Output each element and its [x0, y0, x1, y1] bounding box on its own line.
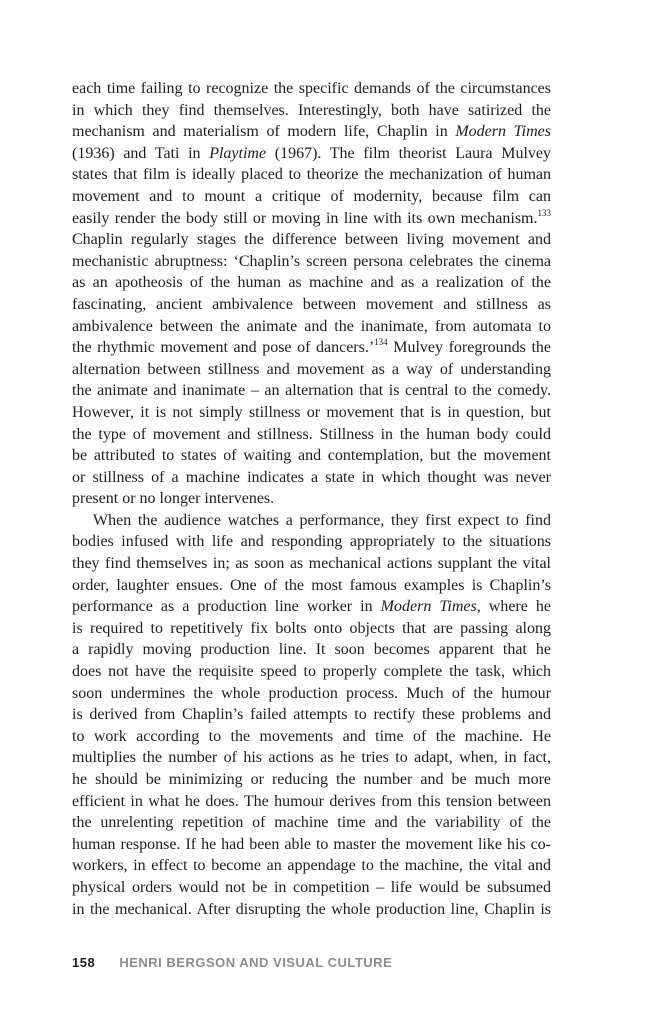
text-segment: Chaplin regularly stages the difference between living movement and [72, 231, 551, 249]
text-line [72, 380, 551, 402]
text-segment: present or no longer intervenes. [72, 490, 275, 508]
text-line [72, 294, 551, 316]
text-segment: states that film is ideally placed to theorize the mechanization of human [72, 166, 551, 184]
text-line [72, 704, 551, 726]
text-line [72, 726, 551, 748]
text-segment: or stillness of a machine indicates a state in which thought was never [72, 468, 551, 486]
text-line [72, 769, 551, 791]
italic-text: Playtime [209, 144, 267, 162]
text-line [72, 208, 551, 230]
text-segment: to work according to the movements and time of the machine. He [72, 727, 551, 745]
text-line [72, 316, 551, 338]
text-line [72, 229, 551, 251]
text-line [72, 834, 551, 856]
text-line [72, 186, 551, 208]
text-segment: be attributed to states of waiting and contemplation, but the movement [72, 447, 551, 465]
text-line [72, 855, 551, 877]
text-segment: the rhythmic movement and pose of dancers.’ [72, 339, 375, 357]
text-segment: physical orders would not be in competition – life would be subsumed [72, 878, 551, 896]
running-head: HENRI BERGSON AND VISUAL CULTURE [119, 955, 393, 970]
text-segment: each time failing to recognize the specific demands of the circumstances [72, 80, 551, 97]
text-line [72, 251, 551, 273]
text-line [72, 553, 551, 575]
text-line [72, 337, 551, 359]
paragraph [72, 510, 551, 920]
text-line [72, 575, 551, 597]
text-segment: When the audience watches a performance, they first expect to find [93, 511, 551, 529]
text-segment: movement and to mount a critique of modernity, because film can [72, 187, 551, 205]
text-segment: , where he [476, 598, 551, 616]
text-line [72, 488, 551, 510]
text-line [72, 596, 551, 618]
italic-text: Modern Times [455, 123, 551, 141]
text-line [72, 531, 551, 553]
text-segment: in which they find themselves. Interestingly, both have satirized the [72, 101, 551, 119]
text-segment: the animate and inanimate – an alternation that is central to the comedy. [72, 382, 551, 400]
text-line [72, 272, 551, 294]
text-line [72, 467, 551, 489]
text-segment: soon undermines the whole production process. Much of the humour [72, 684, 551, 702]
text-line [72, 100, 551, 122]
page-footer [72, 955, 392, 970]
text-line [72, 424, 551, 446]
text-segment: However, it is not simply stillness or movement that is in question, but [72, 403, 551, 421]
text-segment: does not have the requisite speed to properly complete the task, which [72, 663, 551, 681]
text-segment: in the mechanical. After disrupting the whole production line, Chaplin is [72, 900, 551, 918]
text-line [72, 164, 551, 186]
text-segment: (1936) and Tati in [72, 144, 210, 162]
text-segment: mechanistic abruptness: ‘Chaplin’s screen persona celebrates the cinema [72, 252, 551, 270]
text-line [72, 791, 551, 813]
text-line [72, 812, 551, 834]
text-segment: is required to repetitively fix bolts onto objects that are passing along [72, 619, 551, 637]
text-line [72, 747, 551, 769]
text-line [72, 899, 551, 921]
text-line [72, 639, 551, 661]
text-segment: human response. If he had been able to master the movement like his co- [72, 835, 551, 853]
text-segment: fascinating, ancient ambivalence between movement and stillness as [72, 295, 551, 313]
text-segment: is derived from Chaplin’s failed attempts to rectify these problems and [72, 706, 551, 724]
text-line [72, 661, 551, 683]
text-segment: a rapidly moving production line. It soon becomes apparent that he [72, 641, 551, 659]
italic-text: Modern Times [380, 598, 477, 616]
text-segment: Mulvey foregrounds the [387, 339, 551, 357]
text-segment: order, laughter ensues. One of the most famous examples is Chaplin’s [72, 576, 551, 594]
text-line [72, 877, 551, 899]
text-segment: bodies infused with life and responding appropriately to the situations [72, 533, 551, 551]
text-segment: workers, in effect to become an appendage to the machine, the vital and [72, 857, 551, 875]
body-text [72, 78, 551, 920]
text-segment: multiplies the number of his actions as he tries to adapt, when, in fact, [72, 749, 551, 767]
text-segment: (1967). The film theorist Laura Mulvey [266, 144, 552, 162]
text-segment: he should be minimizing or reducing the number and be much more [72, 771, 551, 788]
paragraph [72, 78, 551, 510]
text-segment: the type of movement and stillness. Stillness in the human body could [72, 425, 551, 443]
text-line [72, 359, 551, 381]
text-segment: performance as a production line worker in [72, 598, 381, 616]
page-number: 158 [72, 955, 96, 970]
text-segment: the unrelenting repetition of machine time and the variability of the [72, 814, 551, 832]
text-line [72, 683, 551, 705]
text-line [72, 402, 551, 424]
text-segment: as an apotheosis of the human as machine and as a realization of the [72, 274, 551, 292]
text-segment: they find themselves in; as soon as mechanical actions supplant the vital [72, 555, 551, 573]
text-segment: efficient in what he does. The humour derives from this tension between [72, 792, 551, 810]
text-line [72, 618, 551, 640]
footnote-ref: 133 [537, 207, 551, 218]
text-line [72, 143, 551, 165]
text-line [72, 445, 551, 467]
text-line [72, 121, 551, 143]
text-segment: mechanism and materialism of modern life, Chaplin in [72, 123, 456, 141]
text-segment: alternation between stillness and movement as a way of understanding [72, 360, 551, 378]
text-segment: ambivalence between the animate and the inanimate, from automata to [72, 317, 551, 335]
text-line [72, 510, 551, 532]
text-segment: easily render the body still or moving in line with its own mechanism. [72, 209, 538, 227]
footnote-ref: 134 [374, 337, 388, 348]
text-line [72, 78, 551, 100]
